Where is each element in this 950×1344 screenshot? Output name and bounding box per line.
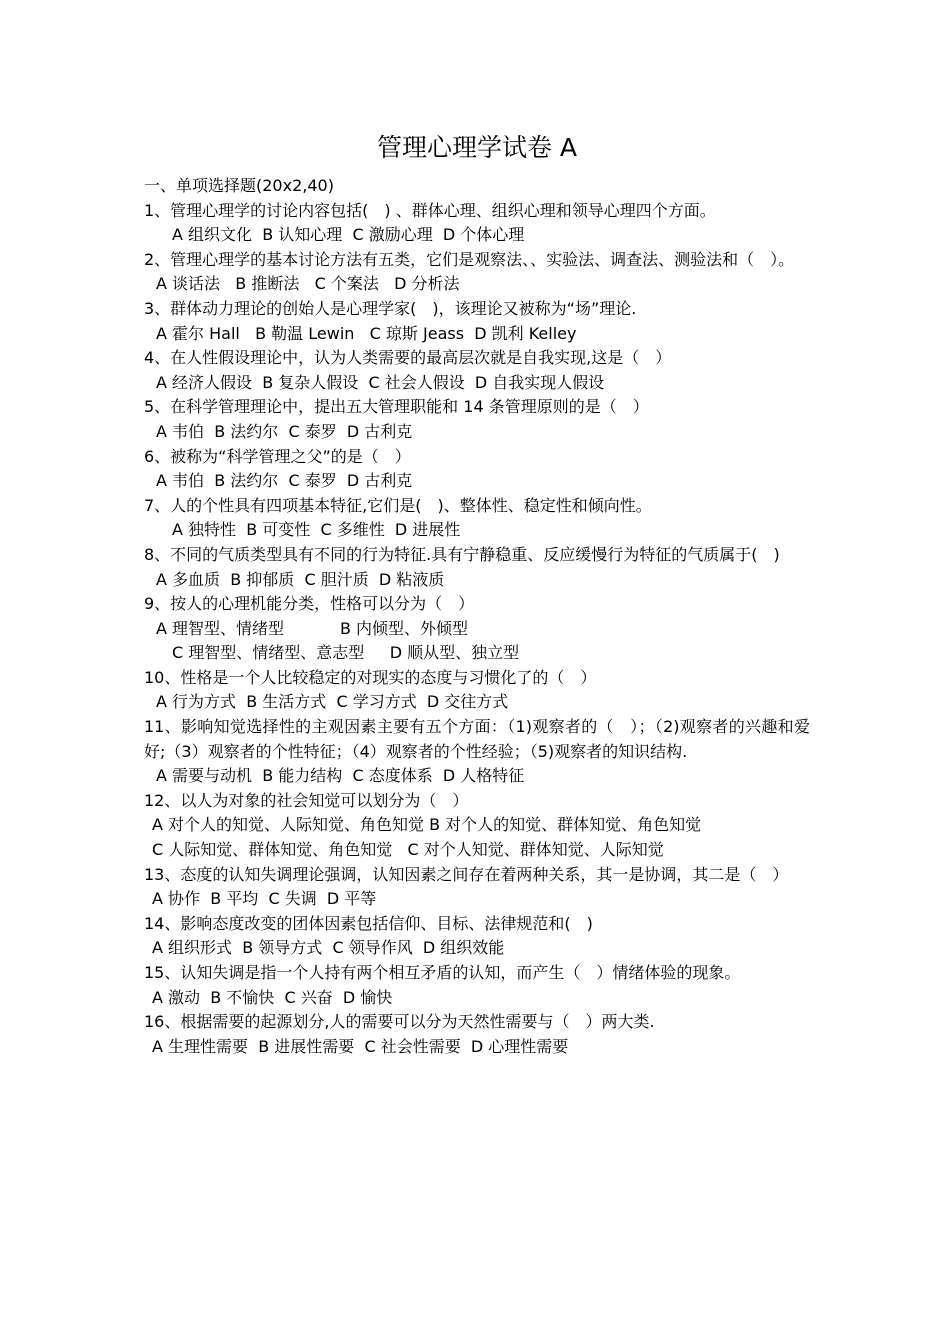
question-8 (144, 543, 810, 592)
question-13 (144, 863, 810, 912)
question-2 (144, 248, 810, 297)
question-options: A 谈话法 B 推断法 C 个案法 D 分析法 (156, 274, 460, 294)
question-stem: 2、管理心理学的基本讨论方法有五类，它们是观察法、、实验法、调查法、测验法和（ ）。 (144, 249, 795, 269)
question-options: A 霍尔 Hall B 勒温 Lewin C 琼斯 Jeass D 凯利 Kelley (156, 323, 577, 343)
question-stem: 15、认知失调是指一个人持有两个相互矛盾的认知，而产生（ ）情绪体验的现象。 (144, 963, 741, 982)
question-16 (144, 1010, 810, 1059)
question-stem: 1、管理心理学的讨论内容包括( ) 、群体心理、组织心理和领导心理四个方面。 (144, 200, 716, 220)
question-6 (144, 445, 810, 494)
question-stem: 12、以人为对象的社会知觉可以划分为（ ） (144, 790, 469, 810)
question-10 (144, 666, 810, 715)
question-options: A 协作 B 平均 C 失调 D 平等 (152, 889, 377, 909)
question-options: A 需要与动机 B 能力结构 C 态度体系 D 人格特征 (156, 766, 525, 786)
question-15 (144, 961, 810, 1010)
question-options: A 独特性 B 可变性 C 多维性 D 进展性 (172, 520, 461, 540)
question-stem: 10、性格是一个人比较稳定的对现实的态度与习惯化了的（ ） (144, 667, 597, 687)
question-options: A 理智型、情绪型 B 内倾型、外倾型 (156, 618, 469, 638)
question-1 (144, 199, 810, 248)
question-options: A 激动 B 不愉快 C 兴奋 D 愉快 (152, 987, 393, 1007)
question-options: A 对个人的知觉、人际知觉、角色知觉 B 对个人的知觉、群体知觉、角色知觉 (152, 815, 702, 835)
question-options: A 行为方式 B 生活方式 C 学习方式 D 交往方式 (156, 692, 509, 712)
question-stem: 8、不同的气质类型具有不同的行为特征.具有宁静稳重、反应缓慢行为特征的气质属于( ) (144, 544, 780, 564)
exam-page (144, 128, 810, 1059)
question-stem: 11、影响知觉选择性的主观因素主要有五个方面：（1)观察者的（ ）；（2)观察者的兴趣和爱好;（3）观察者的个性特征；（4）观察者的个性经验；（5)观察者的知识结构. (144, 717, 810, 761)
question-options: A 组织文化 B 认知心理 C 激励心理 D 个体心理 (172, 225, 525, 245)
question-options: A 韦伯 B 法约尔 C 泰罗 D 古利克 (156, 421, 413, 441)
question-stem: 3、群体动力理论的创始人是心理学家( )，该理论又被称为“场”理论. (144, 298, 637, 318)
question-14 (144, 912, 810, 961)
question-options: A 组织形式 B 领导方式 C 领导作风 D 组织效能 (152, 938, 505, 958)
question-stem: 13、态度的认知失调理论强调，认知因素之间存在着两种关系，其一是协调，其二是（ ） (144, 864, 789, 884)
question-options: A 韦伯 B 法约尔 C 泰罗 D 古利克 (156, 471, 413, 491)
question-12 (144, 789, 810, 863)
question-stem: 6、被称为“科学管理之父”的是（ ） (144, 446, 411, 466)
question-stem: 4、在人性假设理论中，认为人类需要的最高层次就是自我实现,这是（ ） (144, 348, 672, 368)
question-stem: 7、人的个性具有四项基本特征,它们是( )、整体性、稳定性和倾向性。 (144, 495, 652, 515)
question-stem: 5、在科学管理理论中，提出五大管理职能和 14 条管理原则的是（ ） (144, 397, 649, 417)
question-options: A 经济人假设 B 复杂人假设 C 社会人假设 D 自我实现人假设 (156, 372, 605, 392)
question-7 (144, 494, 810, 543)
page-title: 管理心理学试卷 A (376, 133, 578, 162)
question-options: C 理智型、情绪型、意志型 D 顺从型、独立型 (172, 643, 520, 663)
question-5 (144, 395, 810, 444)
question-3 (144, 297, 810, 346)
question-options: C 人际知觉、群体知觉、角色知觉 C 对个人知觉、群体知觉、人际知觉 (152, 840, 664, 860)
section-heading: 一、单项选择题(20x2,40) (144, 176, 334, 195)
question-9 (144, 592, 810, 666)
question-stem: 9、按人的心理机能分类，性格可以分为（ ） (144, 594, 475, 614)
question-4 (144, 346, 810, 395)
question-11 (144, 715, 810, 789)
question-options: A 生理性需要 B 进展性需要 C 社会性需要 D 心理性需要 (152, 1036, 569, 1056)
question-options: A 多血质 B 抑郁质 C 胆汁质 D 粘液质 (156, 569, 445, 589)
question-stem: 14、影响态度改变的团体因素包括信仰、目标、法律规范和( ) (144, 913, 593, 933)
question-stem: 16、根据需要的起源划分,人的需要可以分为天然性需要与（ ）两大类. (144, 1012, 655, 1032)
